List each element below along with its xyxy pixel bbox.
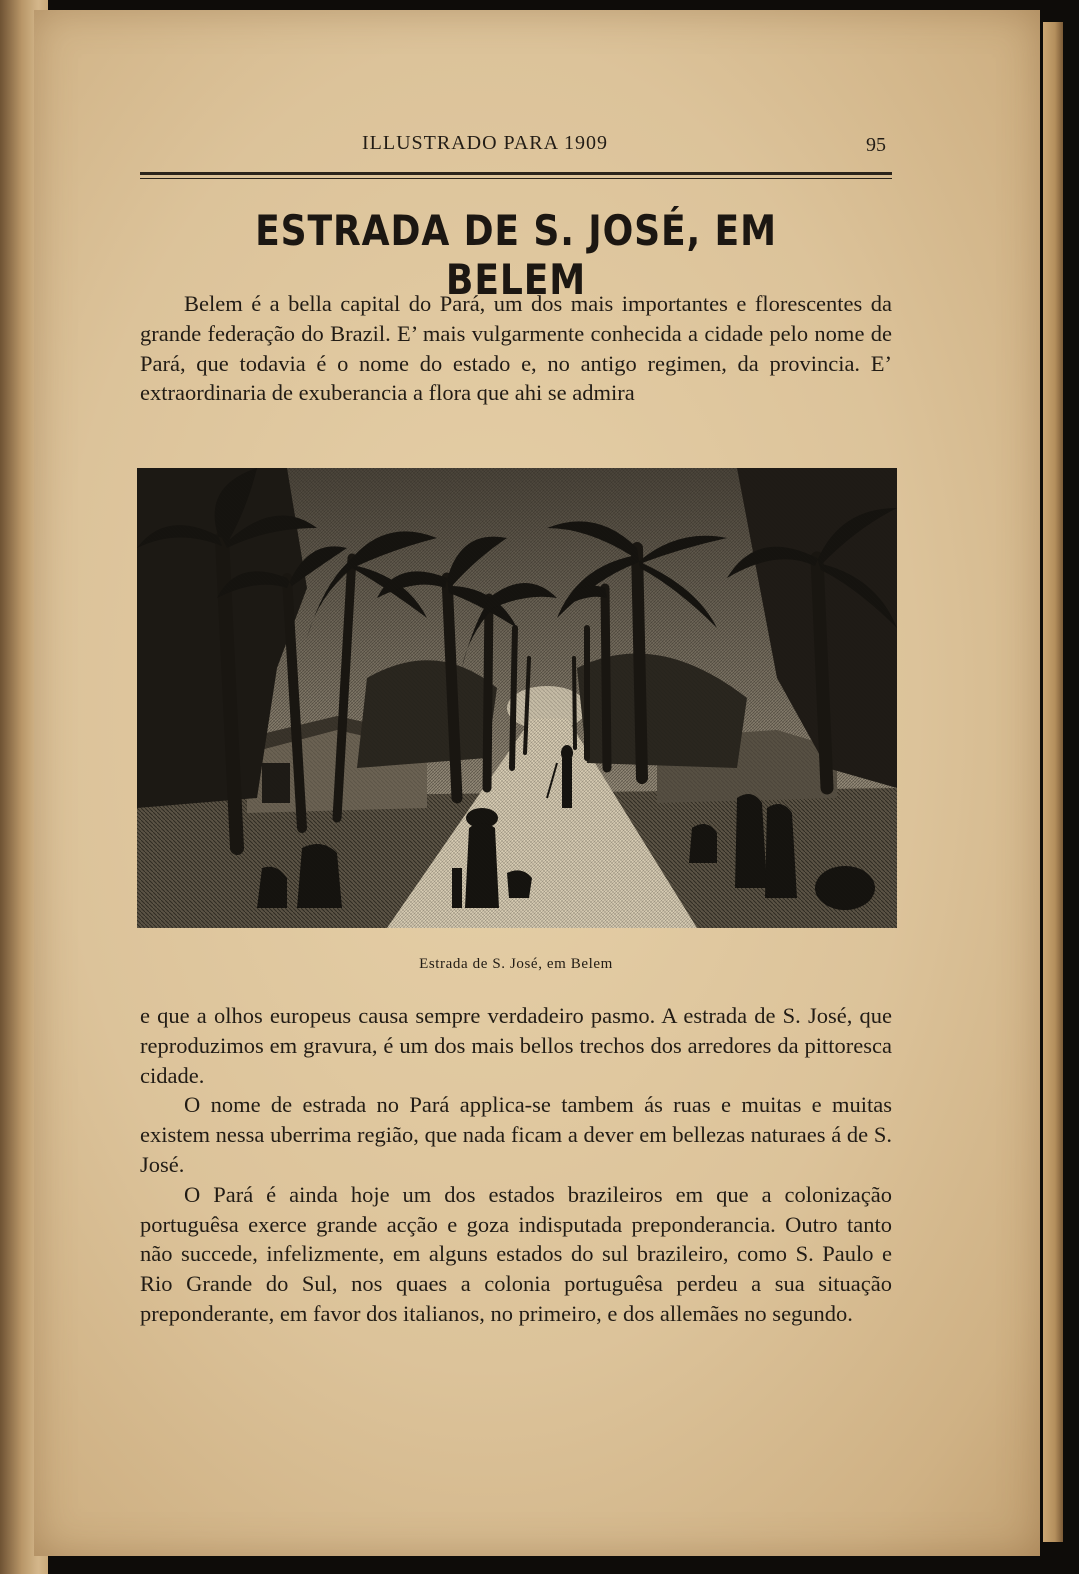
continuation-paragraph: O nome de estrada no Pará applica-se tambem ás ruas e muitas e muitas existem nessa uberrima região, que nada ficam a dever em bellezas naturaes á de S. José. <box>140 1092 892 1177</box>
page-number: 95 <box>866 134 886 156</box>
engraving-illustration <box>137 468 897 928</box>
palm-road-engraving <box>137 468 897 928</box>
header-rule-thick <box>140 172 892 175</box>
intro-paragraph: Belem é a bella capital do Pará, um dos mais importantes e florescentes da grande federação do Brazil. E’ mais vulgarmente conhecida a cidade pelo nome de Pará, que todavia é o nome do estado e, no antigo regimen, da provincia. E’ extraordinaria de exuberancia a flora que ahi se admira <box>140 291 892 406</box>
figure-caption: Estrada de S. José, em Belem <box>419 956 613 972</box>
running-header-title: ILLUSTRADO PARA 1909 <box>362 132 608 154</box>
continuation-text-block <box>140 1001 892 1329</box>
continuation-paragraph: e que a olhos europeus causa sempre verdadeiro pasmo. A estrada de S. José, que reproduzimos em gravura, é um dos mais bellos trechos dos arredores da pittoresca cidade. <box>140 1003 892 1088</box>
intro-paragraph-block <box>140 289 892 408</box>
continuation-paragraph: O Pará é ainda hoje um dos estados brazileiros em que a colonização portuguêsa exerce grande acção e goza indisputada preponderancia. Outro tanto não succede, infelizmente, em alguns estados do sul brazileiro, como S. Paulo e Rio Grande do Sul, nos quaes a colonia portuguêsa perdeu a sua situação preponderante, em favor dos italianos, no primeiro, e dos allemães no segundo. <box>140 1181 892 1326</box>
article-title: ESTRADA DE S. JOSÉ, EM BELEM <box>255 206 777 304</box>
header-rule-thin <box>140 178 892 179</box>
page-edges <box>1043 22 1063 1542</box>
